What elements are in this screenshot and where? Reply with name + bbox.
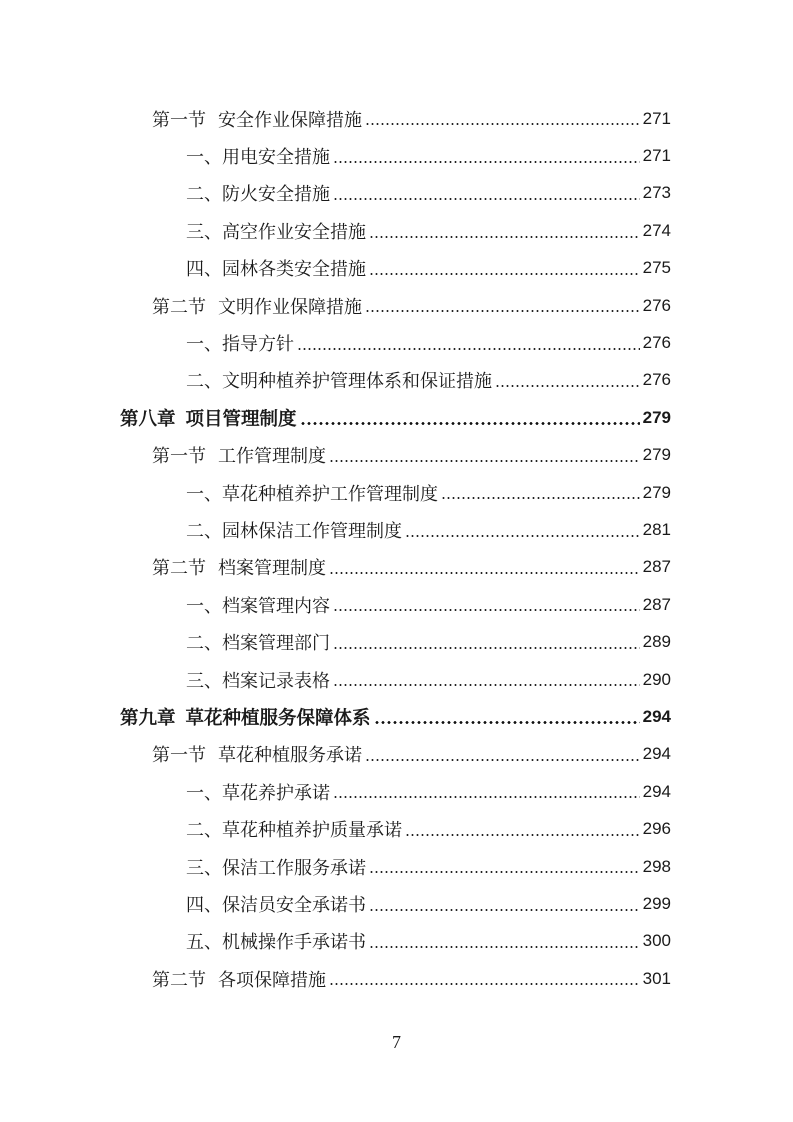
toc-section-entry[interactable] — [0, 549, 793, 586]
toc-subsection-entry[interactable] — [0, 511, 793, 548]
dot-leader — [369, 871, 640, 873]
toc-entry-title: 档案管理制度 — [218, 558, 326, 580]
toc-entry-page-number: 279 — [642, 445, 671, 465]
page-number: 7 — [392, 1032, 401, 1052]
toc-entry-title: 一、指导方针 — [186, 334, 294, 356]
dot-leader — [405, 535, 640, 537]
toc-entry-page-number: 294 — [642, 706, 671, 726]
toc-entry-title: 三、档案记录表格 — [186, 670, 330, 692]
dot-leader — [333, 684, 640, 686]
dot-leader — [369, 236, 640, 238]
toc-section-entry[interactable] — [0, 100, 793, 137]
toc-entry-page-number: 281 — [642, 519, 671, 539]
dot-leader — [374, 721, 640, 724]
toc-entry-page-number: 287 — [642, 557, 671, 577]
toc-entry-prefix: 第一节 — [152, 446, 206, 468]
toc-entry-page-number: 290 — [642, 669, 671, 689]
dot-leader — [495, 385, 640, 387]
dot-leader — [333, 796, 640, 798]
toc-entry-title: 二、文明种植养护管理体系和保证措施 — [186, 371, 492, 393]
toc-entry-page-number: 276 — [642, 333, 671, 353]
toc-entry-title: 四、保洁员安全承诺书 — [186, 894, 366, 916]
toc-subsection-entry[interactable] — [0, 923, 793, 960]
dot-leader — [405, 834, 640, 836]
toc-entry-title: 一、草花养护承诺 — [186, 782, 330, 804]
toc-entry-title: 四、园林各类安全措施 — [186, 259, 366, 281]
toc-entry-title: 三、保洁工作服务承诺 — [186, 857, 366, 879]
toc-entry-title: 五、机械操作手承诺书 — [186, 932, 366, 954]
toc-entry-title: 一、用电安全措施 — [186, 147, 330, 169]
toc-subsection-entry[interactable] — [0, 661, 793, 698]
toc-entry-title: 三、高空作业安全措施 — [186, 221, 366, 243]
toc-entry-title: 文明作业保障措施 — [218, 296, 362, 318]
toc-entry-page-number: 294 — [642, 744, 671, 764]
toc-entry-prefix: 第二节 — [152, 558, 206, 580]
toc-entry-page-number: 271 — [642, 108, 671, 128]
dot-leader — [297, 348, 640, 350]
toc-entry-page-number: 298 — [642, 856, 671, 876]
toc-entry-title: 二、园林保洁工作管理制度 — [186, 520, 402, 542]
dot-leader — [329, 460, 640, 462]
toc-entry-prefix: 第一节 — [152, 109, 206, 131]
dot-leader — [333, 647, 640, 649]
toc-entry-page-number: 300 — [642, 931, 671, 951]
toc-entry-title: 各项保障措施 — [218, 969, 326, 991]
dot-leader — [365, 310, 640, 312]
toc-subsection-entry[interactable] — [0, 250, 793, 287]
toc-entry-page-number: 299 — [642, 893, 671, 913]
toc-entry-title: 一、草花种植养护工作管理制度 — [186, 483, 438, 505]
toc-entry-page-number: 276 — [642, 295, 671, 315]
toc-entry-title: 一、档案管理内容 — [186, 595, 330, 617]
toc-subsection-entry[interactable] — [0, 586, 793, 623]
toc-subsection-entry[interactable] — [0, 848, 793, 885]
toc-subsection-entry[interactable] — [0, 324, 793, 361]
toc-entry-prefix: 第九章 — [120, 707, 176, 729]
toc-subsection-entry[interactable] — [0, 137, 793, 174]
toc-subsection-entry[interactable] — [0, 362, 793, 399]
toc-entry-title: 二、档案管理部门 — [186, 633, 330, 655]
toc-subsection-entry[interactable] — [0, 810, 793, 847]
toc-subsection-entry[interactable] — [0, 623, 793, 660]
dot-leader — [369, 946, 640, 948]
toc-entry-page-number: 287 — [642, 594, 671, 614]
toc-entry-prefix: 第一节 — [152, 745, 206, 767]
toc-section-entry[interactable] — [0, 960, 793, 997]
toc-entry-page-number: 279 — [642, 407, 671, 427]
toc-entry-page-number: 279 — [642, 482, 671, 502]
toc-entry-prefix: 第二节 — [152, 969, 206, 991]
dot-leader — [300, 422, 640, 425]
toc-entry-page-number: 296 — [642, 819, 671, 839]
dot-leader — [365, 123, 640, 125]
dot-leader — [333, 609, 640, 611]
toc-entry-title: 项目管理制度 — [185, 408, 297, 430]
dot-leader — [333, 161, 640, 163]
dot-leader — [365, 759, 640, 761]
toc-entry-title: 二、防火安全措施 — [186, 184, 330, 206]
toc-subsection-entry[interactable] — [0, 773, 793, 810]
dot-leader — [369, 273, 640, 275]
toc-entry-page-number: 294 — [642, 781, 671, 801]
toc-section-entry[interactable] — [0, 437, 793, 474]
toc-entry-prefix: 第二节 — [152, 296, 206, 318]
table-of-contents — [0, 100, 793, 997]
dot-leader — [329, 572, 640, 574]
dot-leader — [329, 983, 640, 985]
toc-subsection-entry[interactable] — [0, 175, 793, 212]
dot-leader — [441, 497, 640, 499]
dot-leader — [369, 909, 640, 911]
toc-chapter-entry[interactable] — [0, 399, 793, 436]
toc-section-entry[interactable] — [0, 287, 793, 324]
toc-entry-title: 工作管理制度 — [218, 446, 326, 468]
toc-entry-prefix: 第八章 — [120, 408, 176, 430]
toc-entry-page-number: 274 — [642, 220, 671, 240]
toc-entry-page-number: 273 — [642, 183, 671, 203]
toc-subsection-entry[interactable] — [0, 885, 793, 922]
toc-entry-page-number: 276 — [642, 370, 671, 390]
toc-entry-page-number: 275 — [642, 258, 671, 278]
dot-leader — [333, 198, 640, 200]
toc-entry-title: 安全作业保障措施 — [218, 109, 362, 131]
toc-entry-title: 二、草花种植养护质量承诺 — [186, 820, 402, 842]
toc-section-entry[interactable] — [0, 736, 793, 773]
toc-entry-page-number: 301 — [642, 968, 671, 988]
toc-subsection-entry[interactable] — [0, 212, 793, 249]
toc-entry-title: 草花种植服务保障体系 — [185, 707, 371, 729]
toc-chapter-entry[interactable] — [0, 698, 793, 735]
toc-entry-page-number: 271 — [642, 146, 671, 166]
toc-subsection-entry[interactable] — [0, 474, 793, 511]
toc-entry-title: 草花种植服务承诺 — [218, 745, 362, 767]
toc-entry-page-number: 289 — [642, 632, 671, 652]
